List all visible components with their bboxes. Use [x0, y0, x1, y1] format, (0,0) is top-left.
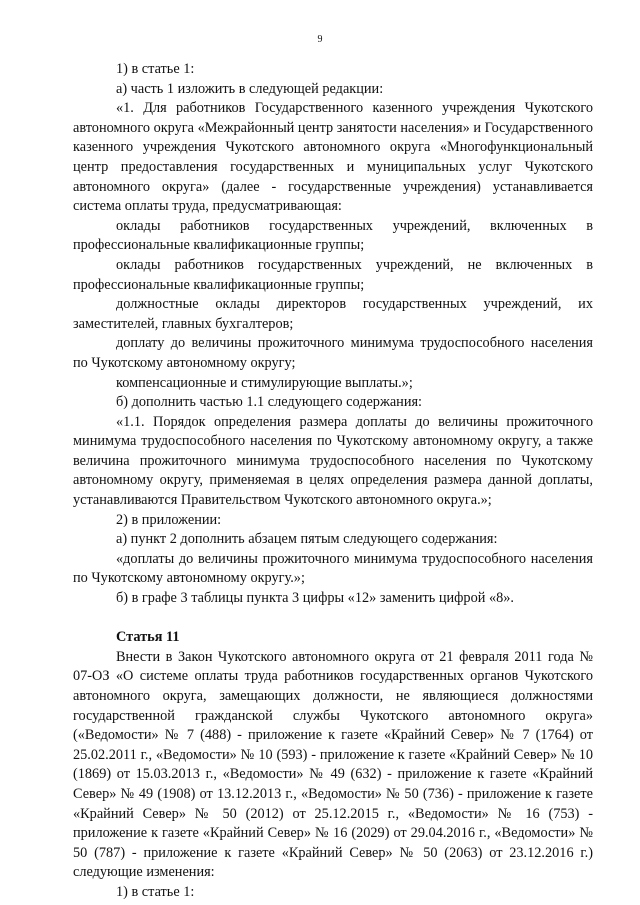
paragraph: компенсационные и стимулирующие выплаты.»; — [116, 374, 413, 391]
paragraph: 1) в статье 1: — [116, 883, 195, 900]
paragraph: Внести в Закон Чукотского автономного округа от 21 февраля 2011 года № 07-ОЗ «О системе оплаты труда работников государственных органов Чукотского автономного округа, замещающих должности, не являющиеся должностями государственной гражданской службы Чукотского автономного округа» («Ведомости» № 7 (488) - приложение к газете «Крайний Север» № 7 (1764) от 25.02.2011 г., «Ведомости» № 10 (593) - приложение к газете «Крайний Север» № 10 (1869) от 15.03.2013 г., «Ведомости» № 49 (632) - приложение к газете «Крайний Север» № 49 (1908) от 13.12.2013 г., «Ведомости» № 50 (736) - приложение к газете «Крайний Север» № 50 (2012) от 25.12.2015 г., «Ведомости» № 16 (753) - приложение к газете «Крайний Север» № 16 (2029) от 29.04.2016 г., «Ведомости» № 50 (787) - приложение к газете «Крайний Север» № 50 (2063) от 23.12.2016 г.) следующие изменения: — [73, 648, 593, 881]
document-body — [73, 60, 593, 903]
paragraph: оклады работников государственных учреждений, не включенных в профессиональные квалификационные группы; — [73, 256, 593, 293]
paragraph: доплату до величины прожиточного минимума трудоспособного населения по Чукотскому автономному округу; — [73, 335, 593, 371]
article-heading: Статья 11 — [116, 629, 180, 646]
paragraph: а) часть 1 изложить в следующей редакции: — [116, 80, 384, 97]
paragraph: б) в графе 3 таблицы пункта 3 цифры «12» заменить цифрой «8». — [116, 590, 514, 607]
paragraph: «1.1. Порядок определения размера доплаты до величины прожиточного минимума трудоспособного населения по Чукотскому автономному округу, а также величина прожиточного минимума трудоспособного населения по Чукотскому автономному округу, применяемая в целях определения размера данной доплаты, устанавливаются Правительством Чукотского автономного округа.»; — [73, 413, 593, 509]
paragraph: «доплаты до величины прожиточного минимума трудоспособного населения по Чукотскому автономному округу.»; — [73, 550, 593, 587]
paragraph: 1) в статье 1: — [116, 61, 195, 77]
spacer — [73, 609, 593, 629]
paragraph: а) пункт 2 дополнить абзацем пятым следующего содержания: — [116, 531, 498, 548]
paragraph: 2) в приложении: — [116, 511, 222, 528]
paragraph: б) дополнить частью 1.1 следующего содержания: — [116, 394, 423, 411]
paragraph: должностные оклады директоров государственных учреждений, их заместителей, главных бухгалтеров; — [73, 296, 593, 332]
paragraph: «1. Для работников Государственного казенного учреждения Чукотского автономного округа «Межрайонный центр занятости населения» и Государственного казенного учреждения Чукотского автономного округа «Многофункциональный центр предоставления государственных и муниципальных услуг Чукотского автономного округа» (далее - государственные учреждения) устанавливается система оплаты труда, предусматривающая: — [73, 100, 593, 215]
page-number: 9 — [317, 34, 323, 45]
paragraph: оклады работников государственных учреждений, включенных в профессиональные квалификационные группы; — [73, 217, 593, 254]
